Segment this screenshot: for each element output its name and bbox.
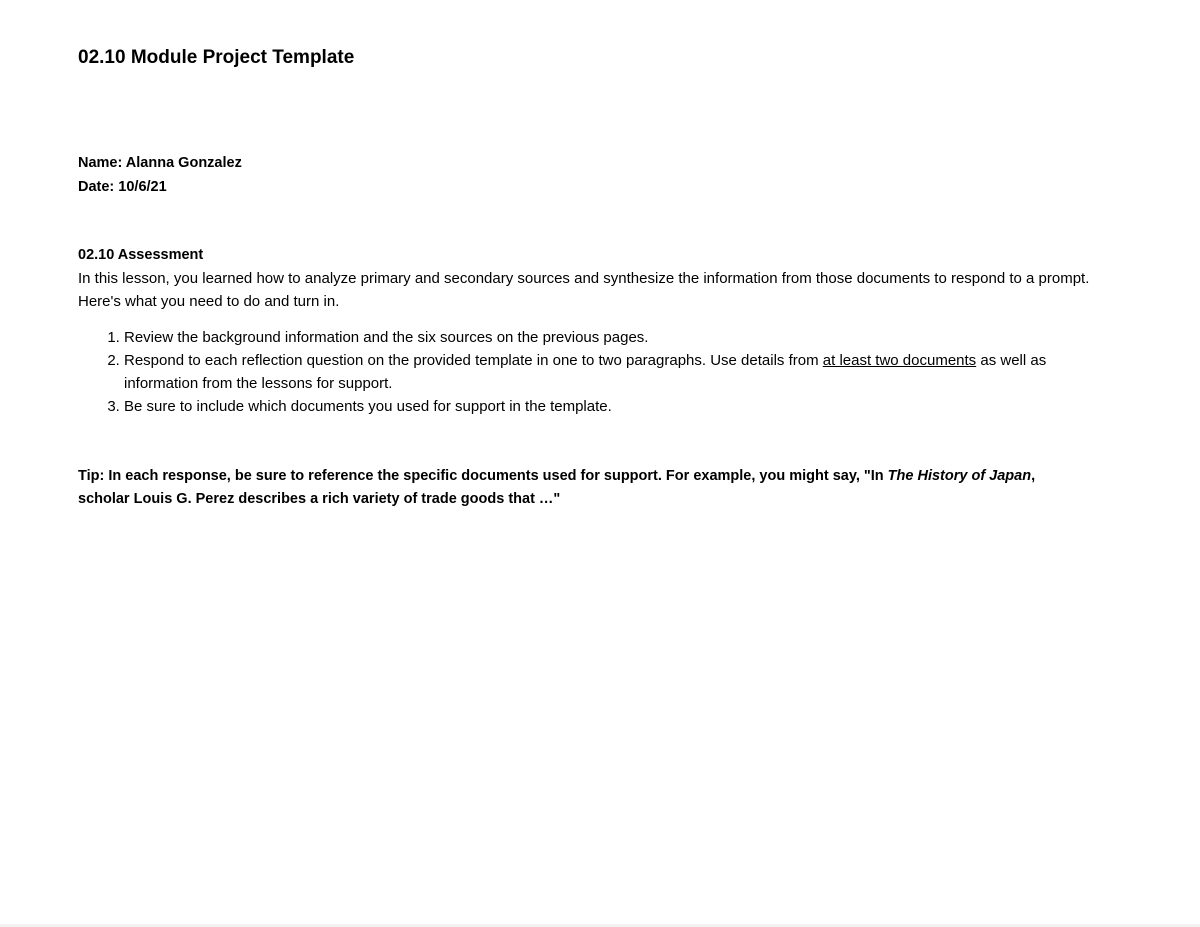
step-item-1 [124,326,1118,349]
tip-book-title: The History of Japan [887,468,1032,484]
submission-date: Date: 10/6/21 [78,179,167,195]
step-item-3 [124,395,1118,418]
student-name: Name: Alanna Gonzalez [78,155,242,171]
assessment-heading: 02.10 Assessment [78,247,204,263]
assessment-section [78,246,1118,418]
assessment-steps-list [78,326,1118,418]
step-item-2 [124,349,1118,395]
step-text-2-before: Respond to each reflection question on the provided template in one to two paragraphs. Use details from [124,352,823,369]
page-title: 02.10 Module Project Template [78,47,355,68]
assessment-intro: In this lesson, you learned how to analyze primary and secondary sources and synthesize the information from those documents to respond to a prompt. Here's what you need to do and turn in. [78,270,1090,310]
tip-text-after: , scholar Louis G. Perez describes a rich variety of trade goods that …" [78,468,1036,507]
step-text-1: Review the background information and the six sources on the previous pages. [124,329,649,346]
step-text-2-emphasis: at least two documents [822,352,977,369]
tip-paragraph [78,465,1088,510]
step-text-2-after: as well as information from the lessons for support. [124,352,1047,392]
step-text-3: Be sure to include which documents you used for support in the template. [124,398,612,415]
tip-text-before: Tip: In each response, be sure to reference the specific documents used for support. For example, you might say, "In [78,468,888,484]
